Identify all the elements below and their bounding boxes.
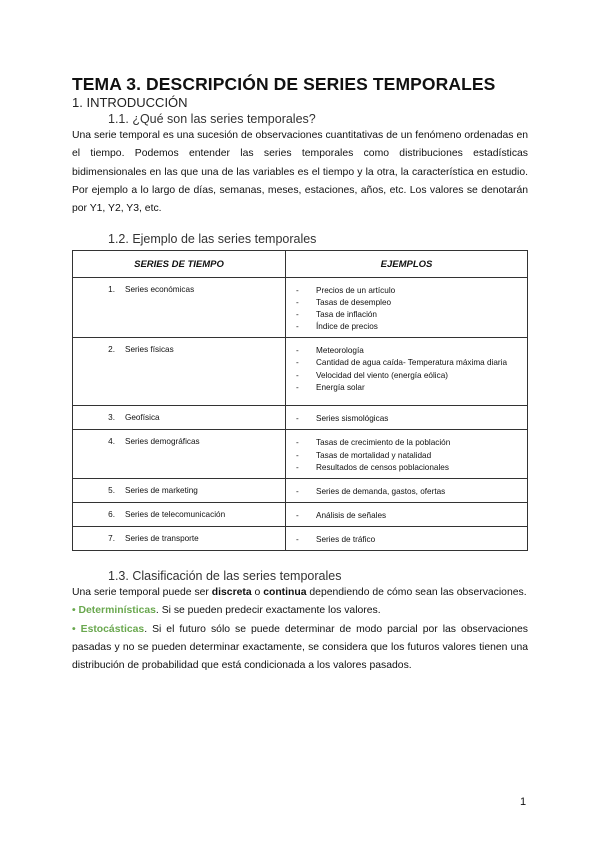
series-cell <box>73 478 286 502</box>
header-examples: EJEMPLOS <box>286 251 528 278</box>
series-cell <box>73 526 286 550</box>
series-label: Series económicas <box>125 285 195 294</box>
example-item: - Series de demanda, gastos, ofertas <box>286 486 519 498</box>
term-discreta: discreta <box>211 587 252 598</box>
subsection-heading-1-3: 1.3. Clasificación de las series temporales <box>108 569 342 583</box>
term-deterministicas: • Determinísticas <box>72 605 156 617</box>
term-continua: continua <box>263 587 307 598</box>
example-item: - Energía solar <box>286 382 519 394</box>
intro-post: dependiendo de cómo sean las observaciones. <box>306 587 527 598</box>
header-series: SERIES DE TIEMPO <box>73 251 286 278</box>
series-cell <box>73 430 286 478</box>
classification-intro <box>72 584 528 602</box>
series-examples-table <box>72 250 528 551</box>
examples-cell <box>286 430 528 478</box>
term-estocasticas: • Estocásticas <box>72 623 145 635</box>
example-item: - Velocidad del viento (energía eólica) <box>286 370 519 382</box>
row-number: 2. <box>108 345 115 355</box>
row-number: 7. <box>108 533 115 543</box>
examples-cell <box>286 406 528 430</box>
row-number: 3. <box>108 413 115 423</box>
examples-list <box>286 285 519 333</box>
table-row <box>73 430 528 478</box>
row-number: 5. <box>108 485 115 495</box>
subsection-heading-1-1: 1.1. ¿Qué son las series temporales? <box>108 112 316 126</box>
table-row <box>73 478 528 502</box>
page-title: TEMA 3. DESCRIPCIÓN DE SERIES TEMPORALES <box>72 74 496 94</box>
example-item: - Tasas de crecimiento de la población <box>286 437 519 449</box>
examples-list <box>286 345 519 393</box>
examples-list <box>286 413 519 425</box>
bullet2-text: . Si el futuro sólo se puede determinar de modo parcial por las observaciones pasadas y no se pueden determinar exactamente, se considera que los futuros valores tienen una distribución de probabilidad que está condicionada a los valores pasados. <box>72 623 529 672</box>
series-cell <box>73 502 286 526</box>
intro-mid: o <box>251 587 264 598</box>
series-label: Series de telecomunicación <box>125 509 226 519</box>
subsection-heading-1-2: 1.2. Ejemplo de las series temporales <box>108 232 317 246</box>
table-row <box>73 526 528 550</box>
examples-list <box>286 486 519 498</box>
bullet-deterministicas <box>72 602 528 620</box>
examples-cell <box>286 526 528 550</box>
intro-pre: Una serie temporal puede ser <box>72 587 212 598</box>
page-number: 1 <box>520 796 527 808</box>
example-item: - Tasa de inflación <box>286 309 519 321</box>
bullet-estocasticas <box>72 621 528 676</box>
examples-cell <box>286 278 528 338</box>
examples-list <box>286 510 519 522</box>
series-cell <box>73 406 286 430</box>
example-item: - Tasas de mortalidad y natalidad <box>286 450 519 462</box>
examples-list <box>286 437 519 473</box>
table-row <box>73 338 528 406</box>
definition-text: Una serie temporal es una sucesión de observaciones cuantitativas de un fenómeno ordenadas en el tiempo. Podemos entender las series temporales como distribuciones estadísticas bidimensionales en las que una de las variables es el tiempo y la otra, la característica en estudio. Por ejemplo a lo largo de días, semanas, meses, estaciones, años, etc. Los valores se denotarán por Y1, Y2, Y3, etc. <box>72 130 528 215</box>
series-label: Geofísica <box>125 413 160 423</box>
example-item: - Precios de un artículo <box>286 285 519 297</box>
bullet1-text: . Si se pueden predecir exactamente los valores. <box>155 605 381 617</box>
example-item: - Resultados de censos poblacionales <box>286 462 519 474</box>
series-label: Series de marketing <box>125 485 198 495</box>
example-item: - Cantidad de agua caída- Temperatura máxima diaria <box>286 357 519 369</box>
example-item: - Análisis de señales <box>286 510 519 522</box>
example-item: - Series sismológicas <box>286 413 519 425</box>
series-label: Series de transporte <box>125 533 199 543</box>
series-cell <box>73 278 286 338</box>
series-cell <box>73 338 286 406</box>
table-header-row <box>73 251 528 278</box>
series-label: Series físicas <box>125 345 174 355</box>
examples-list <box>286 534 519 546</box>
examples-cell <box>286 338 528 406</box>
series-label: Series demográficas <box>125 437 200 447</box>
example-item: - Series de tráfico <box>286 534 519 546</box>
examples-cell <box>286 478 528 502</box>
row-number: 6. <box>108 509 115 519</box>
paragraph-classification <box>72 584 528 675</box>
paragraph-definition <box>72 127 528 218</box>
table-row <box>73 406 528 430</box>
row-number: 4. <box>108 437 115 447</box>
example-item: - Meteorología <box>286 345 519 357</box>
examples-cell <box>286 502 528 526</box>
row-number: 1. <box>108 285 115 294</box>
example-item: - Índice de precios <box>286 321 519 333</box>
table-row <box>73 502 528 526</box>
section-heading: 1. INTRODUCCIÓN <box>72 95 188 110</box>
table-row <box>73 278 528 338</box>
example-item: - Tasas de desempleo <box>286 297 519 309</box>
